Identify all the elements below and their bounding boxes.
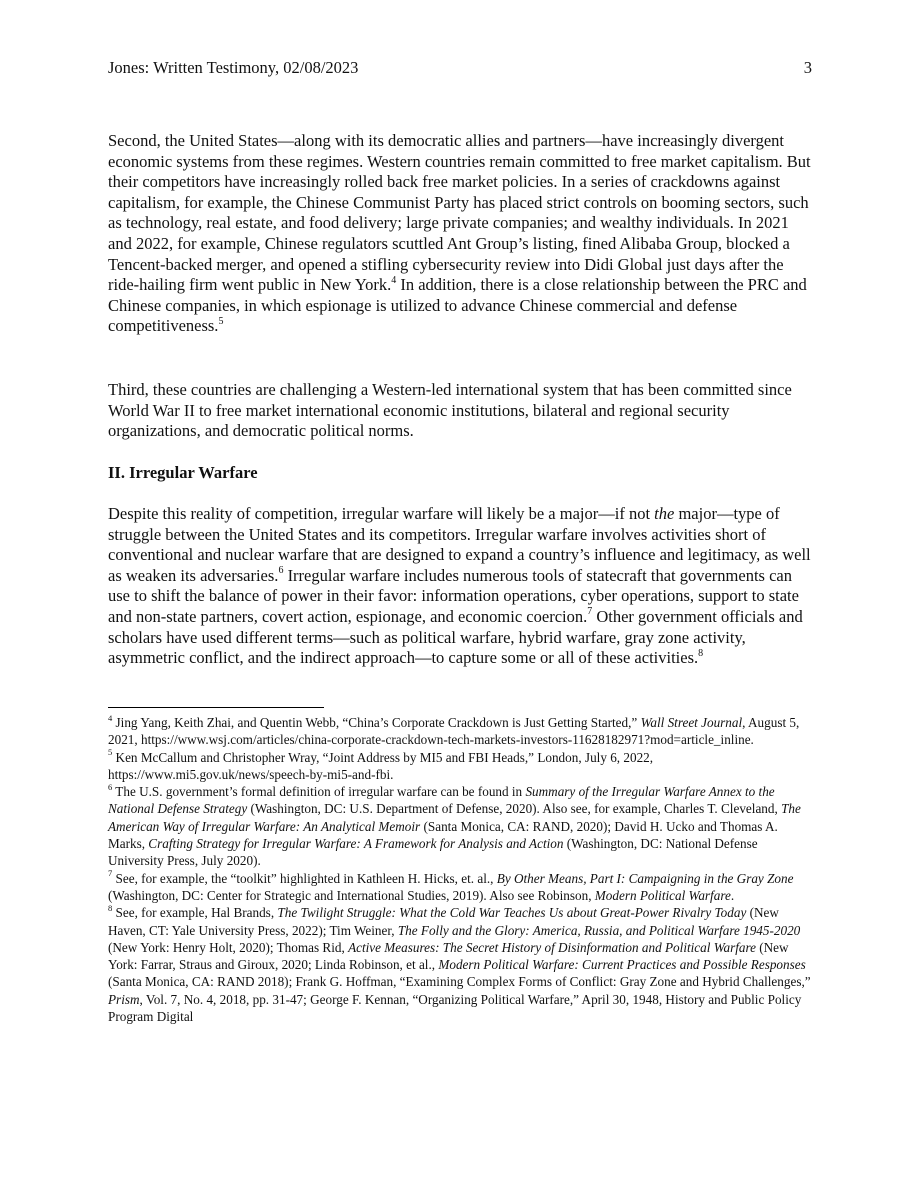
fn7-title-b: Modern Political Warfare xyxy=(594,887,731,903)
fn8-title-e: Prism xyxy=(108,991,140,1007)
fn6-text-a: The U.S. government’s formal definition of irregular warfare can be found in xyxy=(112,784,526,800)
footnotes xyxy=(108,714,814,1025)
paragraph-economic-systems xyxy=(108,131,814,337)
footnote-7 xyxy=(108,870,814,905)
fn8-text-b: (New Haven, CT: Yale University Press, 2022); Tim Weiner, xyxy=(108,905,779,938)
fn8-text-a: See, for example, Hal Brands, xyxy=(112,905,278,921)
p3-emphasis: the xyxy=(654,504,675,523)
paragraph-international-system: Third, these countries are challenging a Western-led international system that has been committed since World War II to free market international economic institutions, bilateral and regional security organizations, and democratic political norms. xyxy=(108,380,792,441)
footnote-divider xyxy=(108,707,324,708)
fn8-title-a: The Twilight Struggle: What the Cold War Teaches Us about Great-Power Rivalry Today xyxy=(277,905,747,921)
fn8-text-d: (New York: Farrar, Straus and Giroux, 2020; Linda Robinson, et al., xyxy=(108,939,789,973)
fn4-text-a: Jing Yang, Keith Zhai, and Quentin Webb, “China’s Corporate Crackdown is Just Getting Started,” xyxy=(112,715,641,730)
fn7-text-a: See, for example, the “toolkit” highlighted in Kathleen H. Hicks, et. al., xyxy=(112,870,497,886)
fn5-text-a: Ken McCallum and Christopher Wray, “Joint Address by MI5 and FBI Heads,” London, July 6, 2022, https://www.mi5.gov.uk/news/speech-by-mi5-and-fbi. xyxy=(108,749,654,782)
fn8-title-d: Modern Political Warfare: Current Practices and Possible Responses xyxy=(438,957,806,973)
fn8-text-e: (Santa Monica, CA: RAND 2018); Frank G. Hoffman, “Examining Complex Forms of Conflict: Gray Zone and Hybrid Challenges,” xyxy=(108,974,811,990)
page-header xyxy=(108,58,812,78)
p3-text-a: Despite this reality of competition, irregular warfare will likely be a major—if not xyxy=(108,504,655,523)
footnote-num: 7 xyxy=(108,868,113,879)
fn6-text-b: (Washington, DC: U.S. Department of Defense, 2020). Also see, for example, Charles T. Cleveland, xyxy=(247,801,782,817)
footnote-6 xyxy=(108,783,814,869)
fn7-title-a: By Other Means, Part I: Campaigning in the Gray Zone xyxy=(496,870,794,886)
fn4-text-b: , August 5, 2021, https://www.wsj.com/articles/china-corporate-crackdown-tech-markets-investors-11628182971?mod=article_inline. xyxy=(108,715,800,748)
p3-text-b: major—type of struggle between the United States and its competitors. Irregular warfare involves activities short of conventional and nuclear warfare that are designed to expand a country’s influence and legitimacy, as well as weaken its adversaries. xyxy=(108,504,811,585)
footnote-4 xyxy=(108,714,814,749)
footnote-num: 8 xyxy=(108,902,113,913)
footnote-ref-6[interactable]: 6 xyxy=(278,565,284,577)
footnote-8 xyxy=(108,904,814,1025)
fn8-text-f: , Vol. 7, No. 4, 2018, pp. 31-47; George F. Kennan, “Organizing Political Warfare,” April 30, 1948, History and Public Policy Program Digital xyxy=(108,991,802,1025)
fn6-title-c: Crafting Strategy for Irregular Warfare: A Framework for Analysis and Action xyxy=(148,836,564,852)
footnote-5 xyxy=(108,749,814,784)
p3-text-d: Other government officials and scholars have used different terms—such as political warfare, hybrid warfare, gray zone activity, asymmetric conflict, and the indirect approach—to capture some or all of these activities. xyxy=(108,606,803,668)
footnote-num: 5 xyxy=(108,747,113,758)
fn6-text-c: (Santa Monica, CA: RAND, 2020); David H. Ucko and Thomas A. Marks, xyxy=(108,818,778,852)
footnote-ref-5[interactable]: 5 xyxy=(218,315,224,327)
section-heading: II. Irregular Warfare xyxy=(108,463,258,482)
footnote-num: 6 xyxy=(108,781,113,792)
fn7-text-c: . xyxy=(730,887,735,903)
footnote-num: 4 xyxy=(108,712,113,723)
fn6-text-d: (Washington, DC: National Defense University Press, July 2020). xyxy=(108,836,758,869)
footnote-ref-8[interactable]: 8 xyxy=(698,647,704,659)
p3-text-c: Irregular warfare includes numerous tools of statecraft that governments can use to shift the balance of power in their favor: information operations, cyber operations, support to state and non-state partners, covert action, espionage, and economic coercion. xyxy=(108,565,799,626)
fn4-title: Wall Street Journal xyxy=(640,715,743,730)
fn8-title-c: Active Measures: The Secret History of Disinformation and Political Warfare xyxy=(348,939,756,955)
p1-text-a: Second, the United States—along with its democratic allies and partners—have increasingly divergent economic systems from these regimes. Western countries remain committed to free market capitalism. But their competitors have increasingly rolled back free market policies. In a series of crackdowns against capitalism, for example, the Chinese Communist Party has placed strict controls on booming sectors, such as technology, real estate, and food delivery; large private companies; and wealthy individuals. In 2021 and 2022, for example, Chinese regulators scuttled Ant Group’s listing, fined Alibaba Group, blocked a Tencent-backed merger, and opened a stifling cybersecurity review into Didi Global just days after the ride-hailing firm went public in New York. xyxy=(108,131,811,295)
p1-text-b: In addition, there is a close relationship between the PRC and Chinese companies, in which espionage is utilized to advance Chinese commercial and defense competitiveness. xyxy=(108,275,807,336)
fn7-text-b: (Washington, DC: Center for Strategic and International Studies, 2019). Also see Robinson, xyxy=(108,887,595,903)
header-title: Jones: Written Testimony, 02/08/2023 xyxy=(108,58,359,77)
fn8-text-c: (New York: Henry Holt, 2020); Thomas Rid, xyxy=(108,939,349,955)
footnote-ref-4[interactable]: 4 xyxy=(391,274,397,286)
fn6-title-a: Summary of the Irregular Warfare Annex to the National Defense Strategy xyxy=(108,784,775,817)
page-number: 3 xyxy=(803,58,812,77)
footnote-ref-7[interactable]: 7 xyxy=(587,606,593,618)
fn8-title-b: The Folly and the Glory: America, Russia, and Political Warfare 1945-2020 xyxy=(397,922,801,938)
fn6-title-b: The American Way of Irregular Warfare: An Analytical Memoir xyxy=(108,801,801,834)
paragraph-irregular-warfare xyxy=(108,504,814,669)
